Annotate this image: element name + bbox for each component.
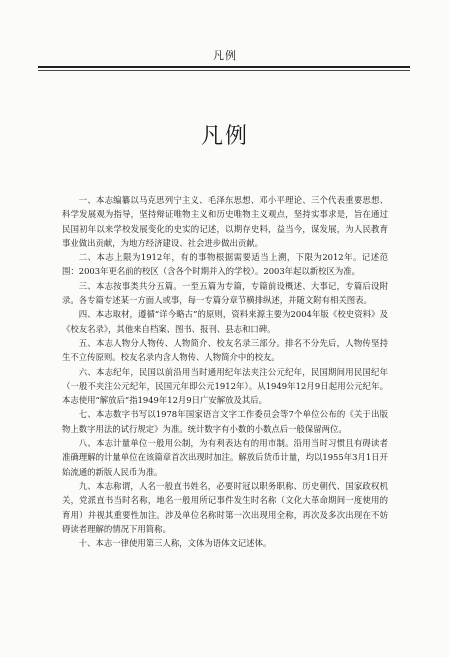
page-title: 凡例	[200, 124, 249, 149]
paragraph-6: 六、本志纪年，民国以前沿用当时通用纪年法夹注公元纪年，民国期间用民国纪年（一般不夹注公元纪年，民国元年即公元1912年）。从1949年12月9日起用公元纪年。本志使用“解放后”指1949年12月9日广安解放及其后。	[62, 366, 388, 406]
paragraph-5: 五、本志人物分人物传、人物简介、校友名录三部分。排名不分先后，人物传坚持生不立传原则。校友名录内含人物传、人物简介中的校友。	[62, 337, 388, 363]
paragraph-7: 七、本志数字书写以1978年国家语言文字工作委员会等7个单位公布的《关于出版物上数字用法的试行规定》为准。统计数字有小数的小数点后一般保留两位。	[62, 409, 388, 434]
paragraph-2: 二、本志上限为1912年，有的事物根据需要适当上溯，下限为2012年。记述范围：2003年更名前的校区（含各个时期并入的学校）。2003年起以新校区为准。	[62, 252, 388, 277]
header-rule-thin	[38, 70, 410, 71]
body-text	[62, 193, 388, 550]
paragraph-4: 四、本志取材，遵循“详今略古”的原则，资料来源主要为2004年版《校史资料》及《校友名录》，其他来自档案、图书、报刊、县志和口碑。	[62, 309, 388, 334]
header-rule-thick	[38, 66, 410, 68]
paragraph-8: 八、本志计量单位一般用公制，为有利表达有的用市制。沿用当时习惯且有碍读者准确理解的计量单位在该篇章首次出现时加注。解放后货币计量，均以1955年3月1日开始流通的新版人民币为准。	[62, 438, 388, 477]
paragraph-1: 一、本志编纂以马克思列宁主义、毛泽东思想、邓小平理论、三个代表重要思想、科学发展观为指导，坚持辩证唯物主义和历史唯物主义观点，坚持实事求是，旨在通过民国初年以来学校发展变化的史实的记述，以期存史料，益当今，谋发展，为人民教育事业做出贡献，为地方经济建设、社会进步做出贡献。	[62, 195, 388, 248]
paragraph-3: 三、本志按事类共分五篇。一至五篇为专篇，专篇前设概述、大事记，专篇后设附录。各专篇专述某一方面人或事，每一专篇分章节横排纵述，并随文附有相关图表。	[62, 280, 388, 306]
running-head: 凡例	[213, 49, 237, 62]
paragraph-9: 九、本志称谓，人名一般直书姓名，必要时冠以职务职称、历史朝代、国家政权机关，党派直书当时名称，地名一般用所记事件发生时名称（文化大革命期间一度使用的育用）并视其重要性加注。涉及单位名称时第一次出现用全称，再次及多次出现在不妨碍读者理解的情况下用简称。	[62, 480, 388, 534]
paragraph-10: 十、本志一律使用第三人称，文体为语体文记述体。	[78, 538, 272, 549]
